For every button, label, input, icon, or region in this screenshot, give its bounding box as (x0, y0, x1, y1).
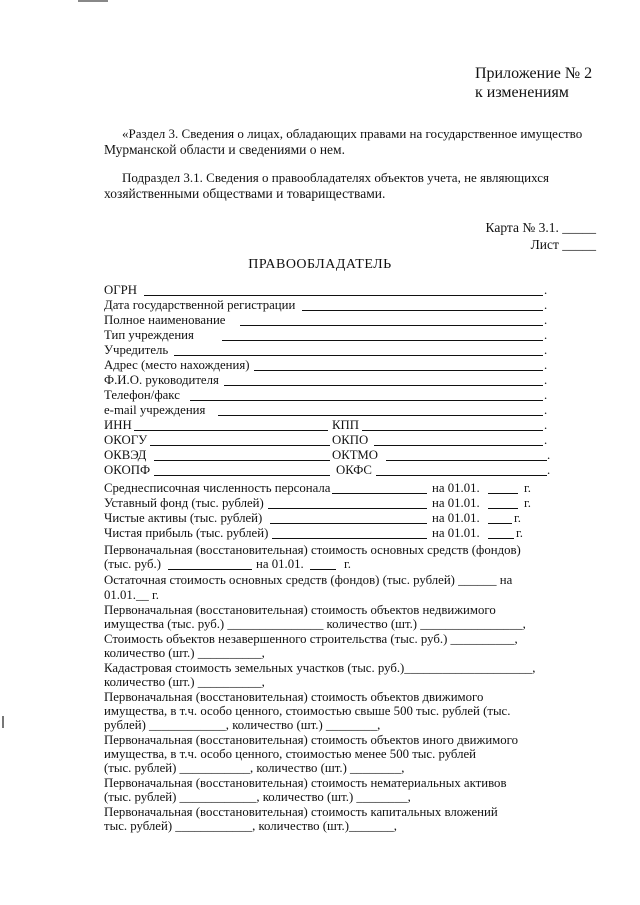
okfs-blank[interactable] (376, 475, 547, 476)
net-assets-row (104, 511, 544, 526)
section-heading (104, 126, 599, 158)
inst-type-row: Тип учреждения . (104, 328, 548, 342)
movable-line-3: рублей) ____________, количество (шт.) ________, (104, 718, 381, 732)
okopf-blank[interactable] (154, 475, 330, 476)
subsection-heading (104, 170, 599, 202)
okopf-label: ОКОПФ (104, 463, 151, 477)
net-profit-label: Чистая прибыль (тыс. рублей) (104, 526, 269, 540)
scan-top-mark (78, 0, 108, 2)
charter-blank[interactable] (268, 508, 427, 509)
scan-edge-mark (2, 716, 4, 728)
inn-label: ИНН (104, 418, 132, 432)
kpp-label: КПП (332, 418, 360, 432)
ogrn-label: ОГРН (104, 283, 137, 297)
fixed-assets-year: г. (344, 557, 352, 571)
okved-blank[interactable] (154, 460, 330, 461)
charter-label: Уставный фонд (тыс. рублей) (104, 496, 264, 510)
movable-line-1: Первоначальная (восстановительная) стоимость объектов движимого (104, 690, 484, 704)
okfs-label: ОКФС (336, 463, 372, 477)
phone-row: Телефон/факс . (104, 388, 548, 402)
intangible-line-1: Первоначальная (восстановительная) стоимость нематериальных активов (104, 776, 507, 790)
okogu-blank[interactable] (150, 445, 330, 446)
appendix-subtitle: к изменениям (475, 84, 569, 101)
land-line-2: количество (шт.) __________, (104, 675, 265, 689)
founder-row: Учредитель . (104, 343, 548, 357)
inst-type-label: Тип учреждения (104, 328, 194, 342)
kpp-blank[interactable] (362, 430, 543, 431)
subsection-line-2: хозяйственными обществами и товариществами. (104, 186, 386, 201)
okved-oktmo-row: ОКВЭД ОКТМО . (104, 448, 551, 462)
inn-kpp-row: ИНН КПП . (104, 418, 548, 432)
net-assets-label: Чистые активы (тыс. рублей) (104, 511, 263, 525)
net-assets-date: на 01.01. (432, 511, 480, 525)
card-info (486, 219, 596, 253)
full-name-row: Полное наименование . (104, 313, 548, 327)
oktmo-label: ОКТМО (332, 448, 379, 462)
head-name-label: Ф.И.О. руководителя (104, 373, 219, 387)
capital-line-1: Первоначальная (восстановительная) стоимость капитальных вложений (104, 805, 498, 819)
charter-date: на 01.01. (432, 496, 480, 510)
construction-line-2: количество (шт.) __________, (104, 646, 265, 660)
ogrn-blank[interactable] (144, 295, 543, 296)
charter-year-blank[interactable] (488, 508, 518, 509)
residual-line-2: 01.01.__ г. (104, 588, 159, 602)
okpo-blank[interactable] (374, 445, 543, 446)
okved-label: ОКВЭД (104, 448, 147, 462)
email-label: e-mail учреждения (104, 403, 206, 417)
email-row: e-mail учреждения . (104, 403, 548, 417)
address-blank[interactable] (254, 370, 543, 371)
headcount-year: г. (524, 481, 532, 495)
phone-label: Телефон/факс (104, 388, 180, 402)
full-name-blank[interactable] (240, 325, 543, 326)
fixed-assets-blank[interactable] (168, 569, 252, 570)
net-assets-year: г. (514, 511, 522, 525)
intangible-line-2: (тыс. рублей) ____________, количество (шт.) ________, (104, 790, 411, 804)
charter-row (104, 496, 544, 511)
address-row: Адрес (место нахождения) . (104, 358, 548, 372)
net-profit-row (104, 526, 544, 541)
card-number: Карта № 3.1. _____ (485, 220, 596, 235)
net-assets-year-blank[interactable] (488, 523, 512, 524)
okogu-label: ОКОГУ (104, 433, 148, 447)
full-name-label: Полное наименование (104, 313, 226, 327)
phone-blank[interactable] (190, 400, 543, 401)
other-movable-line-2: имущества, в т.ч. особо ценного, стоимостью менее 500 тыс. рублей (104, 747, 477, 761)
subsection-line-1: Подраздел 3.1. Сведения о правообладателях объектов учета, не являющихся (122, 170, 550, 185)
fixed-assets-year-blank[interactable] (310, 569, 336, 570)
founder-blank[interactable] (174, 355, 543, 356)
fixed-assets-date: на 01.01. (256, 557, 304, 571)
fixed-assets-line-1: Первоначальная (восстановительная) стоимость основных средств (фондов) (104, 543, 521, 557)
residual-line-1: Остаточная стоимость основных средств (фондов) (тыс. рублей) ______ на (104, 573, 513, 587)
email-blank[interactable] (218, 415, 543, 416)
movable-line-2: имущества, в т.ч. особо ценного, стоимостью свыше 500 тыс. рублей (тыс. (104, 704, 511, 718)
reg-date-label: Дата государственной регистрации (104, 298, 296, 312)
okpo-label: ОКПО (332, 433, 369, 447)
headcount-date: на 01.01. (432, 481, 480, 495)
ogrn-row: ОГРН . (104, 283, 548, 297)
oktmo-blank[interactable] (386, 460, 547, 461)
capital-line-2: тыс. рублей) ____________, количество (шт.)_______, (104, 819, 397, 833)
page-title: ПРАВООБЛАДАТЕЛЬ (248, 257, 392, 272)
reg-date-blank[interactable] (302, 310, 543, 311)
net-profit-date: на 01.01. (432, 526, 480, 540)
net-profit-year: г. (516, 526, 524, 540)
head-name-blank[interactable] (224, 385, 543, 386)
okogu-okpo-row: ОКОГУ ОКПО . (104, 433, 548, 447)
headcount-label: Среднесписочная численность персонала (104, 481, 331, 495)
headcount-blank[interactable] (332, 493, 427, 494)
land-line-1: Кадастровая стоимость земельных участков (тыс. руб.)____________________, (104, 661, 536, 675)
address-label: Адрес (место нахождения) (104, 358, 250, 372)
okopf-okfs-row: ОКОПФ ОКФС . (104, 463, 551, 477)
fixed-assets-line-2 (104, 557, 404, 572)
construction-line-1: Стоимость объектов незавершенного строительства (тыс. руб.) __________, (104, 632, 518, 646)
net-profit-year-blank[interactable] (488, 538, 514, 539)
headcount-row (104, 481, 544, 496)
other-movable-line-1: Первоначальная (восстановительная) стоимость объектов иного движимого (104, 733, 518, 747)
section-line-2: Мурманской области и сведениями о нем. (104, 142, 345, 157)
reg-date-row: Дата государственной регистрации . (104, 298, 548, 312)
inn-blank[interactable] (134, 430, 328, 431)
charter-year: г. (524, 496, 532, 510)
headcount-year-blank[interactable] (488, 493, 518, 494)
appendix-header (475, 64, 592, 102)
realty-line-1: Первоначальная (восстановительная) стоимость объектов недвижимого (104, 603, 496, 617)
inst-type-blank[interactable] (222, 340, 543, 341)
section-line-1: «Раздел 3. Сведения о лицах, обладающих правами на государственное имущество (122, 126, 583, 141)
net-assets-blank[interactable] (270, 523, 427, 524)
realty-line-2: имущества (тыс. руб.) _______________ количество (шт.) ________________, (104, 617, 526, 631)
appendix-number: Приложение № 2 (475, 65, 593, 82)
net-profit-blank[interactable] (272, 538, 427, 539)
founder-label: Учредитель (104, 343, 169, 357)
fixed-assets-unit: (тыс. руб.) (104, 557, 161, 571)
head-name-row: Ф.И.О. руководителя . (104, 373, 548, 387)
sheet-number: Лист _____ (530, 237, 596, 252)
other-movable-line-3: (тыс. рублей) ___________, количество (шт.) ________, (104, 761, 405, 775)
